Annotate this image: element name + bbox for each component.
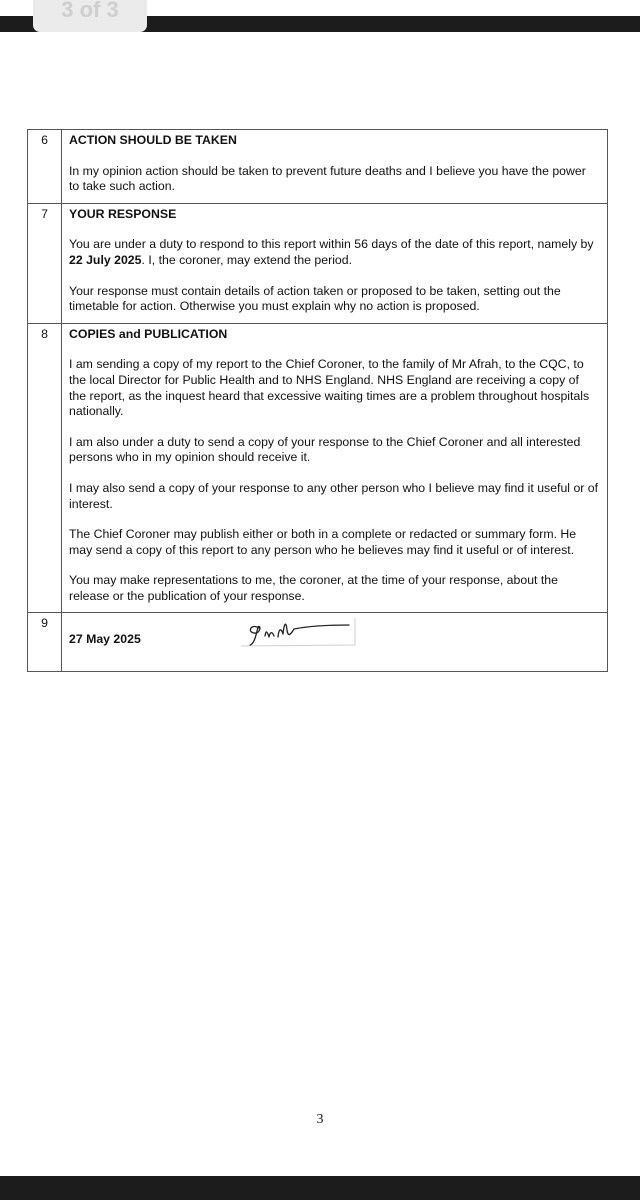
section-heading: COPIES and PUBLICATION [69,326,228,341]
report-table [27,129,608,672]
paragraph: You may make representations to me, the coroner, at the time of your response, about the release or the publication of your response. [69,573,558,603]
section-content [62,323,608,613]
section-heading: ACTION SHOULD BE TAKEN [69,133,237,147]
paragraph [69,237,599,268]
handwritten-signature [239,614,357,650]
section-7 [28,203,608,323]
section-6 [28,130,608,204]
report-date: 27 May 2025 [69,632,141,647]
viewer-bottom-bar [0,1176,640,1200]
section-8 [28,323,608,613]
section-number: 7 [28,203,62,323]
paragraph: I may also send a copy of your response to any other person who I believe may find it useful or of interest. [69,480,599,511]
section-content [62,130,608,204]
section-heading: YOUR RESPONSE [69,206,177,221]
paragraph-text: You are under a duty to respond to this report within 56 days of the date of this report, namely by [69,237,594,252]
section-content [62,203,608,323]
paragraph: Your response must contain details of action taken or proposed to be taken, setting out the timetable for action. Otherwise you must explain why no action is proposed. [69,283,561,314]
paragraph: I am also under a duty to send a copy of your response to the Chief Coroner and all interested persons who in my opinion should receive it. [69,434,581,465]
page-indicator: 3 of 3 [33,0,147,32]
paragraph: I am sending a copy of my report to the Chief Coroner, to the family of Mr Afrah, to the CQC, to the local Director for Public Health and to NHS England. NHS England are receiving a copy of the report, as the inquest heard that excessive waiting times are a problem throughout hospitals nationally. [69,357,590,419]
page-number: 3 [316,1112,324,1127]
section-9 [28,613,608,672]
signature-block [69,616,599,660]
section-number: 8 [28,323,62,613]
paragraph: In my opinion action should be taken to prevent future deaths and I believe you have the power to take such action. [69,163,586,194]
response-deadline: 22 July 2025 [69,252,142,267]
section-number: 6 [28,130,62,204]
section-number: 9 [28,613,62,672]
paragraph-text: . I, the coroner, may extend the period. [141,252,353,267]
section-content [62,613,608,672]
paragraph: The Chief Coroner may publish either or both in a complete or redacted or summary form. He may send a copy of this report to any person who he believes may find it useful or of interest. [69,527,577,557]
